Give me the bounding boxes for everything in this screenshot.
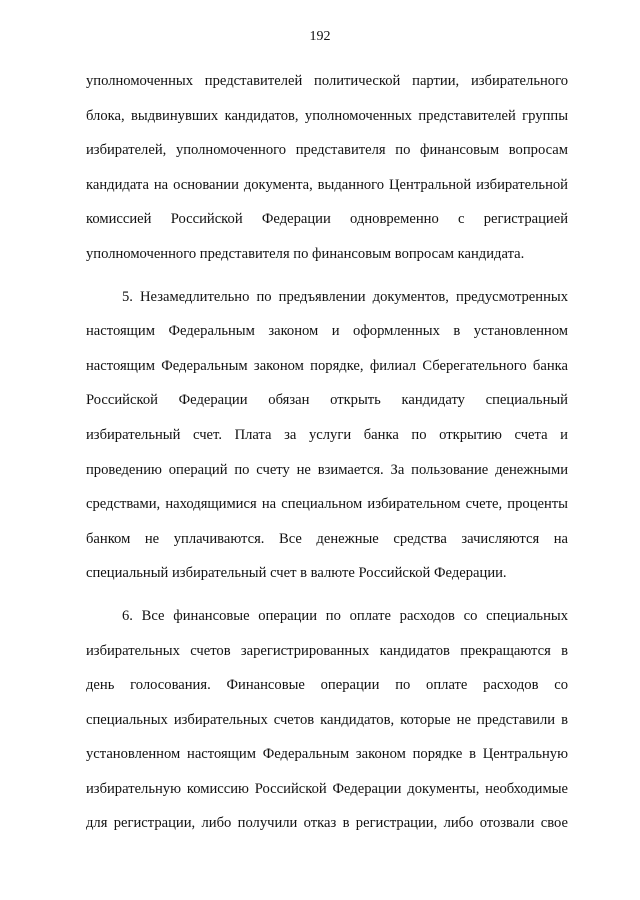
- paragraph-3: [86, 599, 568, 841]
- text-line: проведению операций по счету не взимается. За пользование денежными: [86, 461, 568, 478]
- text-line: 5. Незамедлительно по предъявлении документов, предусмотренных: [122, 288, 568, 305]
- page-number: 192: [309, 29, 331, 44]
- paragraph-1: [86, 64, 568, 272]
- text-line: блока, выдвинувших кандидатов, уполномоченных представителей группы: [86, 107, 568, 124]
- text-line: избирательных счетов зарегистрированных кандидатов прекращаются в: [86, 642, 568, 659]
- text-line: комиссией Российской Федерации одновременно с регистрацией: [86, 211, 568, 228]
- text-line: Российской Федерации обязан открыть кандидату специальный: [86, 392, 568, 409]
- text-line: специальных избирательных счетов кандидатов, которые не представили в: [86, 711, 568, 728]
- text-line: установленном настоящим Федеральным законом порядке в Центральную: [86, 746, 568, 763]
- body-text: [86, 64, 568, 841]
- text-line: настоящим Федеральным законом и оформленных в установленном: [86, 323, 568, 340]
- text-line: уполномоченного представителя по финансовым вопросам кандидата.: [86, 245, 525, 262]
- text-line: уполномоченных представителей политической партии, избирательного: [86, 73, 568, 89]
- text-line: избирателей, уполномоченного представителя по финансовым вопросам: [86, 142, 568, 159]
- text-line: избирательный счет. Плата за услуги банка по открытию счета и: [86, 426, 568, 443]
- text-line: день голосования. Финансовые операции по оплате расходов со: [86, 677, 568, 694]
- text-line: банком не уплачиваются. Все денежные средства зачисляются на: [86, 530, 568, 547]
- text-line: избирательную комиссию Российской Федерации документы, необходимые: [86, 780, 568, 797]
- text-line: для регистрации, либо получили отказ в регистрации, либо отозвали свое: [86, 815, 568, 832]
- text-line: кандидата на основании документа, выданного Центральной избирательной: [86, 176, 568, 193]
- paragraph-2: [86, 280, 568, 591]
- text-line: настоящим Федеральным законом порядке, филиал Сберегательного банка: [86, 357, 568, 374]
- text-line: средствами, находящимися на специальном избирательном счете, проценты: [86, 496, 568, 513]
- text-line: специальный избирательный счет в валюте Российской Федерации.: [86, 565, 507, 582]
- text-line: 6. Все финансовые операции по оплате расходов со специальных: [122, 607, 568, 624]
